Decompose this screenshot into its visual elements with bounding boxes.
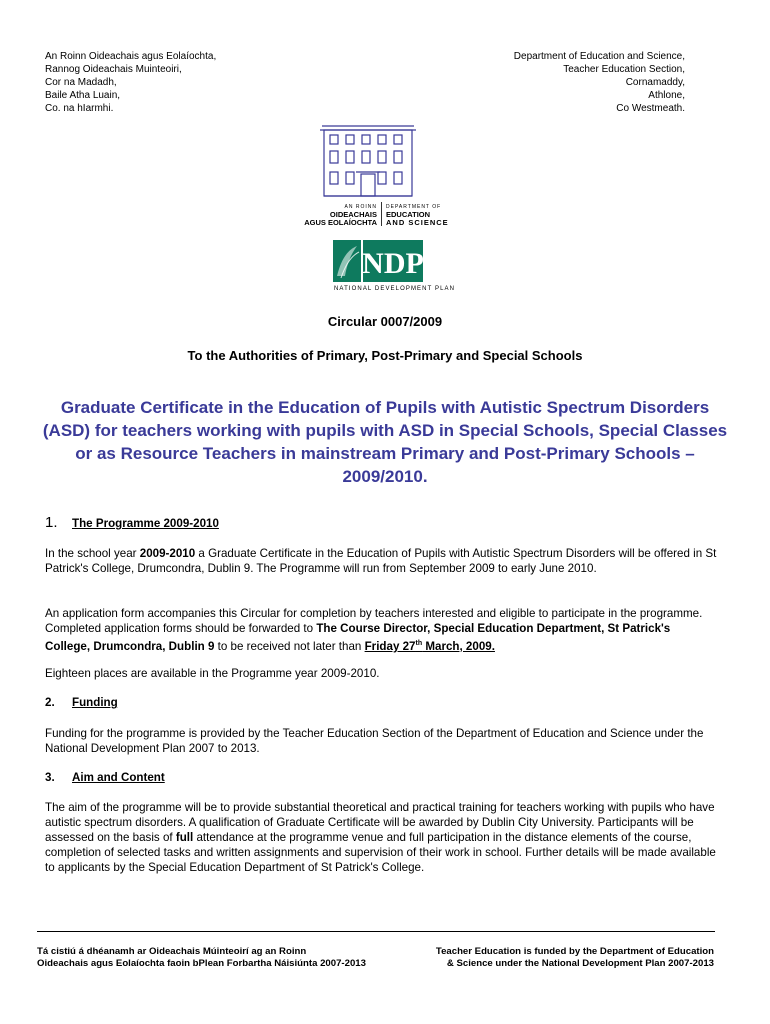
deadline-date: Friday 27th March, 2009. bbox=[364, 639, 495, 653]
section-label: Aim and Content bbox=[72, 771, 165, 784]
wordmark-divider bbox=[381, 202, 382, 226]
circular-number: Circular 0007/2009 bbox=[327, 314, 443, 329]
department-wordmark bbox=[300, 200, 465, 230]
english-address-line: Department of Education and Science, bbox=[513, 51, 685, 62]
section-number: 2. bbox=[45, 696, 55, 709]
section-number: 1. bbox=[45, 514, 58, 531]
english-address bbox=[514, 50, 685, 115]
irish-address bbox=[45, 50, 216, 115]
document-title: Graduate Certificate in the Education of Pupils with Autistic Spectrum Disorders (ASD) for teachers working with pupils with ASD in Special Schools, Special Classes or as Resource Teachers in mainstream Primary and Post-Primary Schools – 2009/2010. bbox=[42, 398, 728, 486]
section-2-paragraph-1: Funding for the programme is provided by the Teacher Education Section of the Department of Education and Science under the National Development Plan 2007 to 2013. bbox=[45, 727, 704, 755]
irish-address-line: An Roinn Oideachais agus Eolaíochta, bbox=[45, 51, 217, 62]
footer-divider bbox=[37, 931, 715, 932]
footer-irish: Tá cistiú á dhéanamh ar Oideachais Múinteoirí ag an Roinn Oideachais agus Eolaíochta faoin bPlean Forbartha Náisiúnta 2007-2013 bbox=[37, 946, 366, 969]
footer-english: Teacher Education is funded by the Department of Education & Science under the National Development Plan 2007-2013 bbox=[435, 946, 714, 969]
english-address-line: Athlone, bbox=[648, 90, 685, 101]
section-1-heading bbox=[45, 514, 219, 531]
department-building-logo bbox=[318, 118, 418, 200]
ndp-caption: NATIONAL DEVELOPMENT PLAN bbox=[334, 286, 456, 292]
irish-address-line: Cor na Madadh, bbox=[45, 77, 117, 88]
english-address-line: Teacher Education Section, bbox=[563, 64, 685, 75]
irish-address-line: Rannog Oideachais Muinteoiri, bbox=[45, 64, 182, 75]
section-3-heading bbox=[45, 771, 165, 784]
section-1-paragraph-3: Eighteen places are available in the Programme year 2009-2010. bbox=[45, 667, 380, 680]
addressee-line: To the Authorities of Primary, Post-Primary and Special Schools bbox=[187, 348, 583, 363]
irish-address-line: Co. na hIarmhi. bbox=[45, 103, 114, 114]
irish-address-line: Baile Atha Luain, bbox=[45, 90, 121, 101]
section-label: Funding bbox=[72, 696, 118, 709]
section-1-paragraph-2: An application form accompanies this Circular for completion by teachers interested and eligible to participate in the programme. Completed application forms should be forwarded to The Course Director, Special Education Department, St Patrick's College, Drumcondra, Dublin 9 to be received not later than Friday 27th March, 2009. bbox=[45, 607, 703, 653]
section-number: 3. bbox=[45, 771, 55, 784]
section-1-paragraph-1: In the school year 2009-2010 a Graduate Certificate in the Education of Pupils with Autistic Spectrum Disorders will be offered in St Patrick's College, Drumcondra, Dublin 9. The Programme will run from September 2009 to early June 2010. bbox=[45, 547, 717, 575]
department-wordmark-irish: AN ROINN OIDEACHAIS AGUS EOLAÍOCHTA bbox=[304, 204, 377, 227]
section-3-paragraph-1: The aim of the programme will be to provide substantial theoretical and practical training for teachers working with pupils who have autistic spectrum disorders. A qualification of Graduate Certificate will be awarded by Dublin City University. Participants will be assessed on the basis of full attendance at the programme venue and full participation in the distance elements of the course, completion of selected tasks and written assignments and supervision of their work in school. Further details will be made available to applicants by the Special Education Department of St Patrick's College. bbox=[45, 801, 716, 874]
section-2-heading bbox=[45, 696, 118, 709]
section-label: The Programme 2009-2010 bbox=[72, 517, 219, 530]
ndp-mark-text: NDP bbox=[362, 247, 424, 280]
english-address-line: Cornamaddy, bbox=[625, 77, 685, 88]
department-wordmark-english: DEPARTMENT OF EDUCATION AND SCIENCE bbox=[386, 204, 449, 227]
english-address-line: Co Westmeath. bbox=[616, 103, 685, 114]
